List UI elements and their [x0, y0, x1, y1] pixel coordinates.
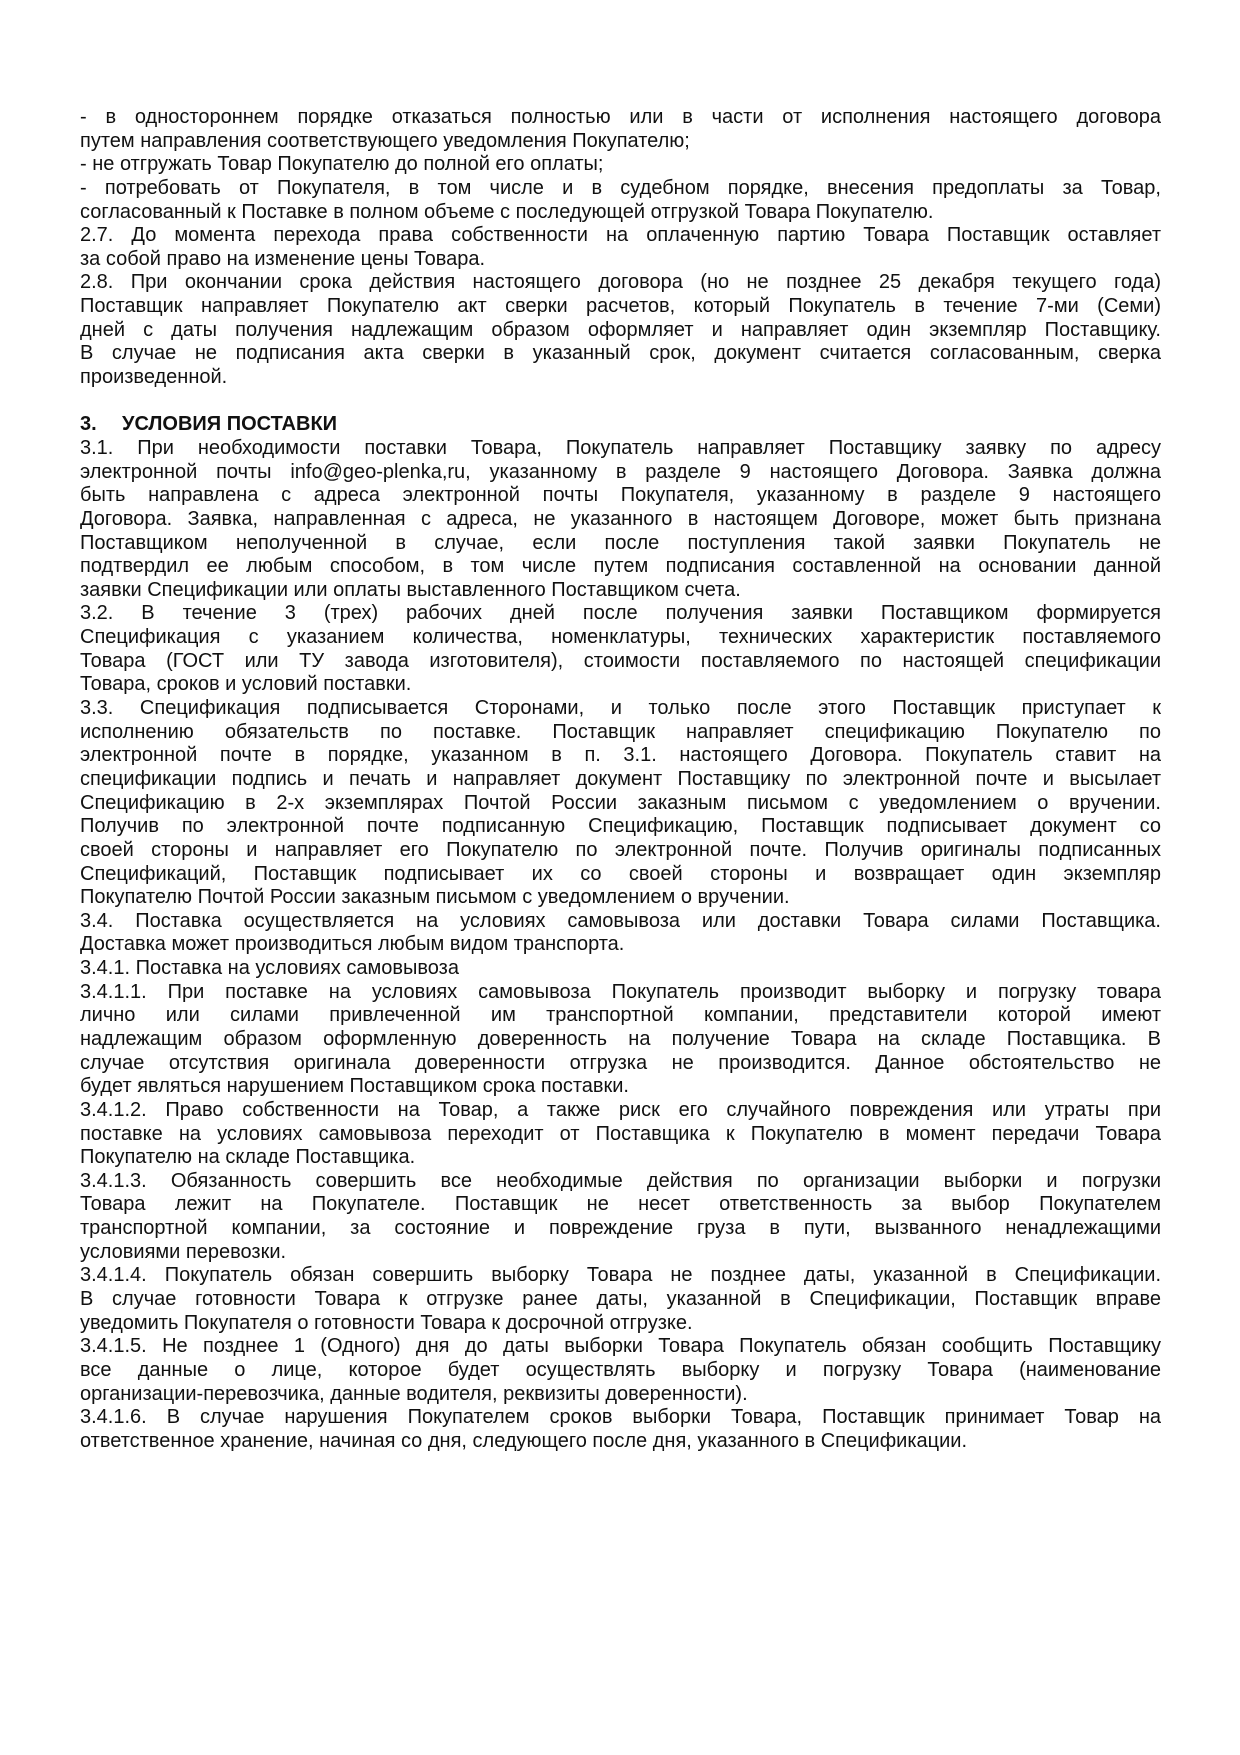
text-line: - не отгружать Товар Покупателю до полной его оплаты;: [80, 153, 604, 176]
text-line: Спецификаций, Поставщик подписывает их со своей стороны и возвращает один экземпляр: [80, 862, 1161, 885]
text-line: подтвердил ее любым способом, в том числе путем подписания составленной на основании данной: [80, 555, 1161, 578]
text-line: В случае не подписания акта сверки в указанный срок, документ считается согласованным, сверка: [80, 342, 1161, 365]
text-line: лично или силами привлеченной им транспортной компании, представители которой имеют: [80, 1004, 1161, 1027]
text-line: Спецификация с указанием количества, номенклатуры, технических характеристик поставляемого: [80, 626, 1161, 649]
text-line: 3.3. Спецификация подписывается Сторонами, и только после этого Поставщик приступает к: [80, 697, 1161, 720]
text-line: - в одностороннем порядке отказаться полностью или в части от исполнения настоящего договора: [80, 106, 1161, 128]
text-line: В случае готовности Товара к отгрузке ранее даты, указанной в Спецификации, Поставщик вправе: [80, 1288, 1161, 1311]
text-line: 3.2. В течение 3 (трех) рабочих дней после получения заявки Поставщиком формируется: [80, 602, 1161, 625]
text-line: 3.4.1.3. Обязанность совершить все необходимые действия по организации выборки и погрузки: [80, 1169, 1161, 1192]
text-line: быть направлена с адреса электронной почты Покупателя, указанному в разделе 9 настоящего: [80, 484, 1161, 507]
text-line: ответственное хранение, начиная со дня, следующего после дня, указанного в Спецификации.: [80, 1429, 968, 1452]
section-number: 3.: [80, 413, 97, 436]
section-3-body: [80, 437, 1161, 1454]
text-line: случае отсутствия оригинала доверенности отгрузка не производится. Данное обстоятельство не: [80, 1051, 1161, 1074]
paragraph: [80, 697, 1161, 910]
section-title: УСЛОВИЯ ПОСТАВКИ: [122, 413, 338, 436]
paragraph: [80, 981, 1161, 1099]
text-line: своей стороны и направляет его Покупателю по электронной почте. Получив оригиналы подписанных: [80, 838, 1161, 861]
text-line: Покупателю на складе Поставщика.: [80, 1146, 416, 1169]
text-line: 3.4.1.6. В случае нарушения Покупателем сроков выборки Товара, Поставщик принимает Товар на: [80, 1406, 1161, 1429]
text-line: условиями перевозки.: [80, 1240, 287, 1263]
blank-line: [80, 390, 1161, 414]
text-line: путем направления соответствующего уведомления Покупателю;: [80, 129, 690, 152]
text-line: 3.4.1. Поставка на условиях самовывоза: [80, 957, 459, 980]
paragraph: [80, 1170, 1161, 1265]
text-line: Договора. Заявка, направленная с адреса, не указанного в настоящем Договоре, может быть признана: [80, 507, 1161, 530]
paragraph: [80, 1406, 1161, 1453]
text-line: за собой право на изменение цены Товара.: [80, 247, 486, 270]
text-line: Покупателю Почтой России заказным письмом с уведомлением о вручении.: [80, 886, 790, 909]
text-line: Товара лежит на Покупателе. Поставщик не несет ответственность за выбор Покупателем: [80, 1193, 1161, 1216]
paragraph: [80, 106, 1161, 153]
text-line: 2.8. При окончании срока действия настоящего договора (но не позднее 25 декабря текущего года): [80, 271, 1161, 294]
text-line: организации-перевозчика, данные водителя, реквизиты доверенности).: [80, 1382, 748, 1405]
paragraph: [80, 153, 1161, 177]
paragraph: [80, 224, 1161, 271]
text-line: электронной почте в порядке, указанном в п. 3.1. настоящего Договора. Покупатель ставит на: [80, 744, 1161, 767]
paragraph: [80, 1335, 1161, 1406]
text-line: поставке на условиях самовывоза переходит от Поставщика к Покупателю в момент передачи Товара: [80, 1122, 1161, 1145]
section-2-continuation: [80, 106, 1161, 390]
text-line: Получив по электронной почте подписанную Спецификацию, Поставщик подписывает документ со: [80, 815, 1161, 838]
text-line: произведенной.: [80, 366, 228, 389]
text-line: 3.4. Поставка осуществляется на условиях самовывоза или доставки Товара силами Поставщика.: [80, 909, 1161, 932]
text-line: Поставщик направляет Покупателю акт сверки расчетов, который Покупатель в течение 7-ми (Семи): [80, 295, 1161, 318]
text-line: электронной почты info@geo-plenka,ru, указанному в разделе 9 настоящего Договора. Заявка должна: [80, 460, 1161, 483]
text-line: Товара (ГОСТ или ТУ завода изготовителя), стоимости поставляемого по настоящей спецификации: [80, 649, 1161, 672]
text-line: дней с даты получения надлежащим образом оформляет и направляет один экземпляр Поставщику.: [80, 318, 1161, 341]
paragraph: [80, 177, 1161, 224]
section-heading: [80, 413, 1161, 437]
text-line: исполнению обязательств по поставке. Поставщик направляет спецификацию Покупателю по: [80, 720, 1161, 743]
text-line: Спецификацию в 2-х экземплярах Почтой России заказным письмом с уведомлением о вручении.: [80, 791, 1161, 814]
text-line: Товара, сроков и условий поставки.: [80, 673, 412, 696]
text-line: уведомить Покупателя о готовности Товара к досрочной отгрузке.: [80, 1311, 693, 1334]
text-line: - потребовать от Покупателя, в том числе и в судебном порядке, внесения предоплаты за Товар,: [80, 176, 1161, 199]
paragraph: [80, 437, 1161, 602]
paragraph: [80, 910, 1161, 957]
text-line: 2.7. До момента перехода права собственности на оплаченную партию Товара Поставщик оставляет: [80, 224, 1161, 247]
text-line: транспортной компании, за состояние и повреждение груза в пути, вызванного ненадлежащими: [80, 1217, 1161, 1240]
document-page: [80, 106, 1161, 1454]
paragraph: [80, 271, 1161, 389]
paragraph: [80, 957, 1161, 981]
text-line: надлежащим образом оформленную доверенность на получение Товара на складе Поставщика. В: [80, 1027, 1161, 1050]
text-line: Доставка может производиться любым видом транспорта.: [80, 933, 625, 956]
paragraph: [80, 1264, 1161, 1335]
text-line: 3.4.1.4. Покупатель обязан совершить выборку Товара не позднее даты, указанной в Спецификации.: [80, 1264, 1161, 1287]
text-line: 3.4.1.2. Право собственности на Товар, а также риск его случайного повреждения или утраты при: [80, 1098, 1161, 1121]
text-line: спецификации подпись и печать и направляет документ Поставщику по электронной почте и высылает: [80, 767, 1161, 790]
text-line: будет являться нарушением Поставщиком срока поставки.: [80, 1075, 629, 1098]
paragraph: [80, 1099, 1161, 1170]
text-line: заявки Спецификации или оплаты выставленного Поставщиком счета.: [80, 578, 741, 601]
text-line: Поставщиком неполученной в случае, если после поступления такой заявки Покупатель не: [80, 531, 1161, 554]
text-line: 3.4.1.5. Не позднее 1 (Одного) дня до даты выборки Товара Покупатель обязан сообщить Поставщику: [80, 1335, 1161, 1358]
text-line: все данные о лице, которое будет осуществлять выборку и погрузку Товара (наименование: [80, 1358, 1161, 1381]
text-line: 3.4.1.1. При поставке на условиях самовывоза Покупатель производит выборку и погрузку товара: [80, 980, 1161, 1003]
text-line: согласованный к Поставке в полном объеме с последующей отгрузкой Товара Покупателю.: [80, 200, 934, 223]
paragraph: [80, 602, 1161, 697]
text-line: 3.1. При необходимости поставки Товара, Покупатель направляет Поставщику заявку по адресу: [80, 436, 1161, 459]
